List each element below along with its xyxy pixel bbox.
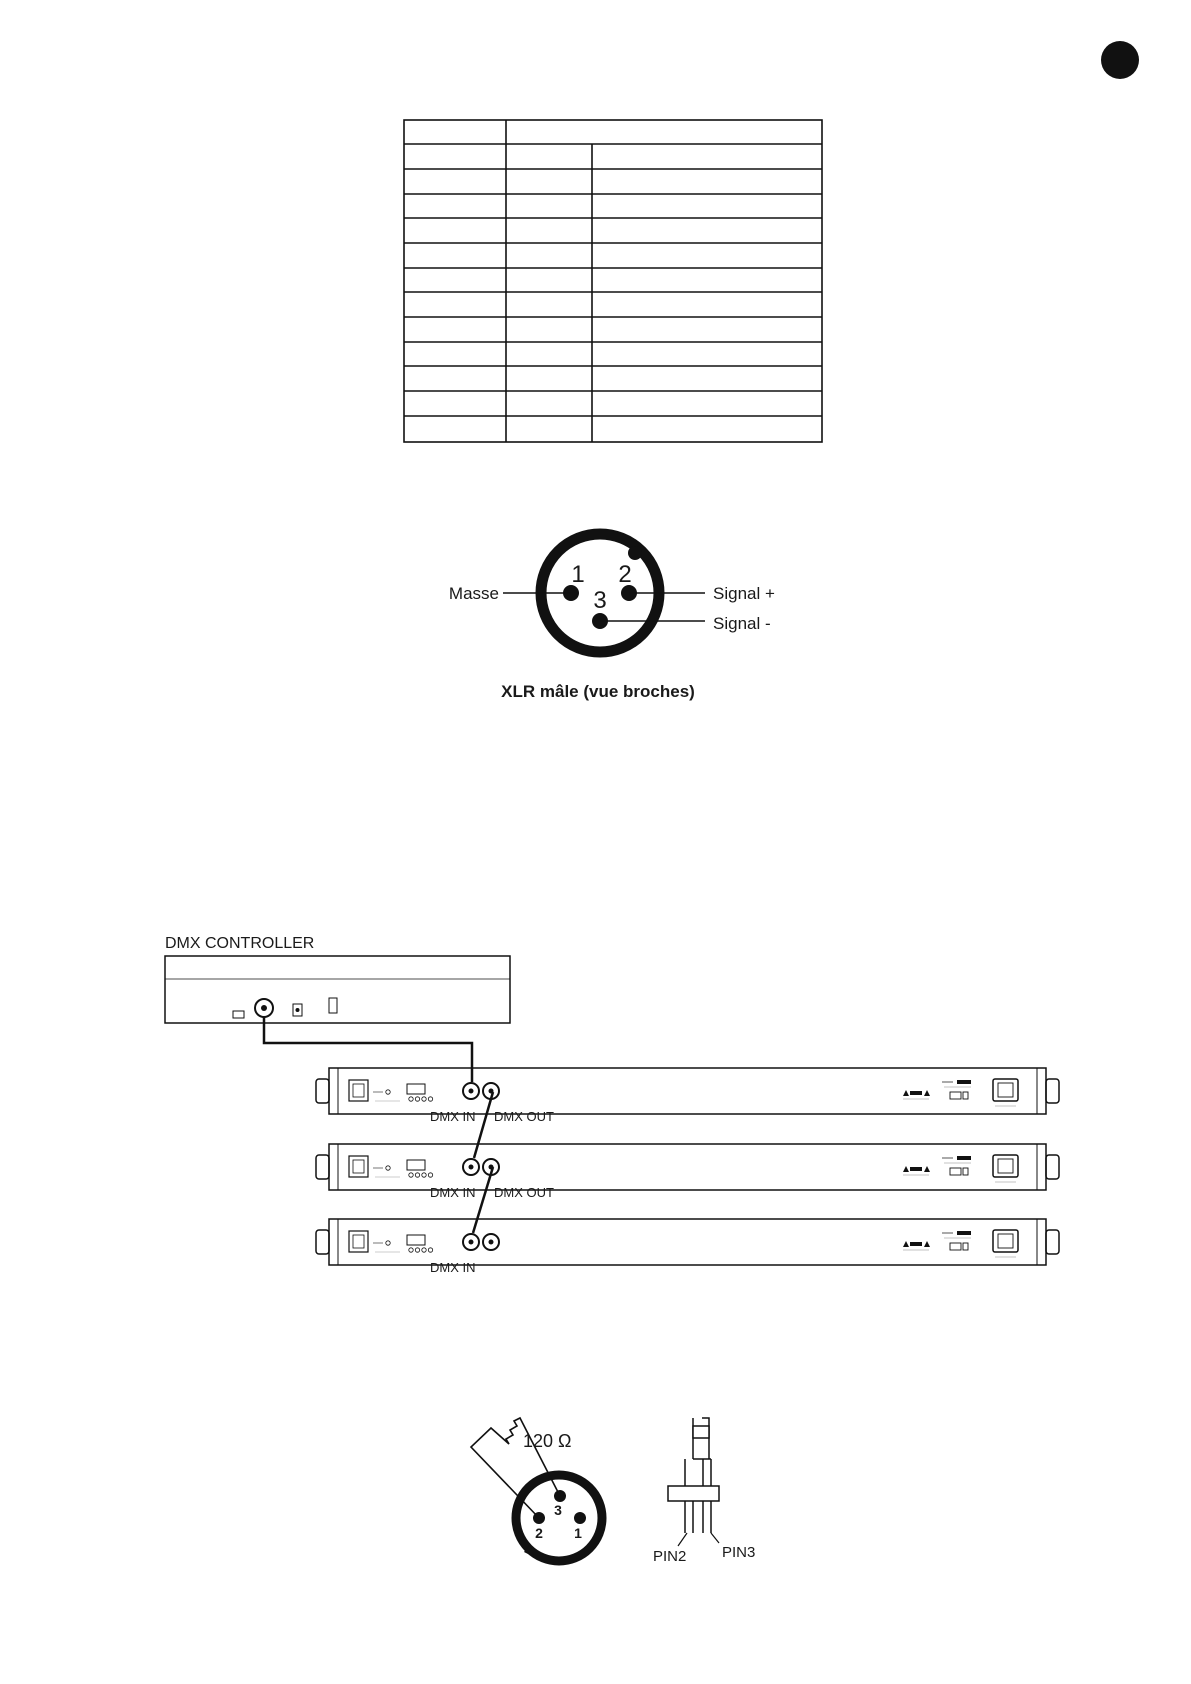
pin3-label: PIN3	[722, 1544, 756, 1561]
power-outlet-icon	[993, 1155, 1018, 1177]
menu-button-icon	[428, 1248, 432, 1252]
ce-mark-icon	[950, 1243, 961, 1250]
fixture-body	[329, 1144, 1046, 1190]
menu-button-icon	[409, 1173, 413, 1177]
weee-icon	[963, 1243, 968, 1250]
power-inlet-icon	[349, 1080, 368, 1101]
warning-icon	[924, 1090, 930, 1096]
fixture-body	[329, 1068, 1046, 1114]
fixture-1-dmx-out-label: DMX OUT	[494, 1109, 554, 1124]
fixture-1-to-fixture-2-cable	[474, 1092, 493, 1158]
terminator-xlr	[471, 1418, 602, 1561]
menu-button-icon	[415, 1097, 419, 1101]
fuse-icon	[386, 1241, 390, 1245]
terminator-diagram	[471, 1418, 755, 1565]
warning-icon	[924, 1241, 930, 1247]
xlr-pin-3-number: 3	[593, 587, 607, 614]
menu-button-icon	[428, 1097, 432, 1101]
fixture-3-dmx-in-label: DMX IN	[430, 1260, 476, 1275]
power-outlet-icon	[993, 1230, 1018, 1252]
rating-label	[910, 1091, 922, 1095]
terminator-pin-1	[574, 1512, 586, 1524]
warning-icon	[924, 1166, 930, 1172]
fuse-icon	[386, 1166, 390, 1170]
pin2-label: PIN2	[653, 1548, 687, 1565]
weee-icon	[963, 1168, 968, 1175]
fixture-end-cap	[1046, 1079, 1059, 1103]
ce-mark-icon	[950, 1168, 961, 1175]
power-outlet-icon	[993, 1079, 1018, 1101]
dmx-controller	[165, 956, 510, 1023]
power-inlet-icon	[349, 1231, 368, 1252]
controller-switch-icon	[233, 1011, 244, 1018]
terminator-pin-header	[668, 1418, 719, 1546]
fixture-2-dmx-out-label: DMX OUT	[494, 1185, 554, 1200]
fixture-end-cap	[316, 1079, 329, 1103]
display-icon	[407, 1235, 425, 1245]
warning-icon	[903, 1166, 909, 1172]
fuse-icon	[386, 1090, 390, 1094]
xlr-male-diagram	[449, 534, 775, 701]
resistor-value-label: 120 Ω	[523, 1431, 572, 1451]
xlr-pin-1-number: 1	[571, 561, 585, 588]
menu-button-icon	[422, 1173, 426, 1177]
rating-label	[910, 1167, 922, 1171]
power-inlet-icon	[349, 1156, 368, 1177]
rating-label	[910, 1242, 922, 1246]
terminator-pin-3-number: 3	[554, 1502, 562, 1518]
fixture-end-cap	[316, 1155, 329, 1179]
controller-to-fixture-1-cable	[264, 1017, 472, 1082]
menu-button-icon	[415, 1173, 419, 1177]
fixture-body	[329, 1219, 1046, 1265]
fixture-1-dmx-in-label: DMX IN	[430, 1109, 476, 1124]
menu-button-icon	[422, 1097, 426, 1101]
controller-power-switch-icon	[329, 998, 337, 1013]
dmx-controller-label: DMX CONTROLLER	[165, 935, 315, 952]
signal-minus-label: Signal -	[713, 614, 771, 633]
xlr-pin-2-number: 2	[618, 561, 632, 588]
display-icon	[407, 1160, 425, 1170]
ground-label: Masse	[448, 584, 499, 603]
menu-button-icon	[428, 1173, 432, 1177]
xlr-shell-notch	[628, 546, 642, 560]
terminator-pin-2-number: 2	[535, 1525, 543, 1541]
brand-logo	[957, 1156, 971, 1160]
channel-table	[404, 120, 822, 442]
fixture-end-cap	[316, 1230, 329, 1254]
menu-button-icon	[415, 1248, 419, 1252]
page-marker-dot	[1101, 41, 1139, 79]
dmx-chain-diagram	[165, 935, 1059, 1275]
signal-plus-label: Signal +	[713, 584, 775, 603]
fixture-2-to-fixture-3-cable	[473, 1167, 493, 1233]
terminator-pin-1-number: 1	[574, 1525, 582, 1541]
fixture-end-cap	[1046, 1155, 1059, 1179]
menu-button-icon	[409, 1248, 413, 1252]
warning-icon	[903, 1090, 909, 1096]
ce-mark-icon	[950, 1092, 961, 1099]
fixture-end-cap	[1046, 1230, 1059, 1254]
menu-button-icon	[422, 1248, 426, 1252]
fixture-3	[316, 1219, 1059, 1265]
fixture-chain	[316, 1068, 1059, 1265]
menu-button-icon	[409, 1097, 413, 1101]
brand-logo	[957, 1231, 971, 1235]
brand-logo	[957, 1080, 971, 1084]
fixture-2-dmx-in-label: DMX IN	[430, 1185, 476, 1200]
warning-icon	[903, 1241, 909, 1247]
weee-icon	[963, 1092, 968, 1099]
fixture-2	[316, 1144, 1059, 1190]
xlr-caption: XLR mâle (vue broches)	[501, 682, 695, 701]
display-icon	[407, 1084, 425, 1094]
fixture-1	[316, 1068, 1059, 1114]
